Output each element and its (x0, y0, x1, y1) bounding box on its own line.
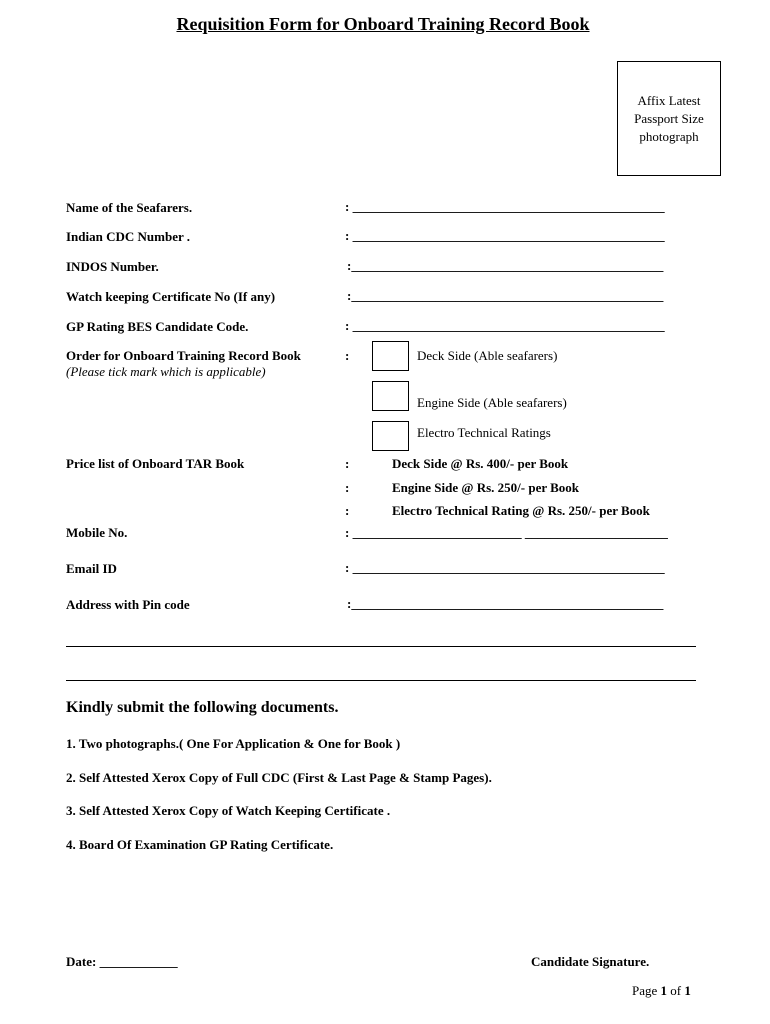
candidate-code-field[interactable] (345, 318, 665, 334)
price-list-label: Price list of Onboard TAR Book (66, 456, 245, 471)
document-item-4: 4. Board Of Examination GP Rating Certificate. (66, 837, 334, 852)
field-underline: __________________________ ______________________ (352, 525, 668, 540)
price-colon-3: : (345, 503, 350, 518)
price-deck-side: Deck Side @ Rs. 400/- per Book (392, 456, 569, 471)
field-colon: : (345, 199, 353, 214)
page-number-current: 1 (660, 983, 668, 998)
price-colon-1: : (345, 456, 350, 471)
deck-side-option-label: Deck Side (Able seafarers) (417, 348, 558, 363)
electro-technical-option-label: Electro Technical Ratings (417, 425, 551, 440)
email-field[interactable] (345, 560, 665, 576)
page-number-of: of (667, 983, 685, 998)
field-colon: : (345, 228, 353, 243)
electro-technical-checkbox[interactable] (372, 421, 409, 451)
cdc-number-label: Indian CDC Number . (66, 229, 191, 244)
field-underline: ________________________________________________ (352, 199, 665, 214)
page-number-total: 1 (684, 983, 691, 998)
engine-side-checkbox[interactable] (372, 381, 409, 411)
field-colon: : (345, 560, 353, 575)
price-engine-side: Engine Side @ Rs. 250/- per Book (392, 480, 580, 495)
order-colon: : (345, 348, 350, 363)
order-label: Order for Onboard Training Record Book (66, 348, 301, 363)
photo-box-line-1: Affix Latest (637, 92, 701, 108)
field-underline: ________________________________________________ (351, 288, 664, 303)
field-colon: : (347, 596, 352, 611)
photo-box-line-2: Passport Size (634, 110, 704, 126)
price-electro-technical: Electro Technical Rating @ Rs. 250/- per Book (392, 503, 650, 518)
email-label: Email ID (66, 561, 117, 576)
field-underline: ________________________________________________ (352, 318, 665, 333)
document-item-3: 3. Self Attested Xerox Copy of Watch Keeping Certificate . (66, 803, 391, 818)
watchkeeping-cert-field[interactable] (347, 288, 663, 304)
mobile-label: Mobile No. (66, 525, 128, 540)
address-line-3[interactable] (66, 680, 696, 681)
document-item-2: 2. Self Attested Xerox Copy of Full CDC (First & Last Page & Stamp Pages). (66, 770, 492, 785)
candidate-signature-label: Candidate Signature. (531, 954, 650, 969)
page-title: Requisition Form for Onboard Training Record Book (176, 14, 590, 34)
field-colon: : (345, 318, 353, 333)
field-underline: ________________________________________________ (352, 560, 665, 575)
cdc-number-field[interactable] (345, 228, 665, 244)
field-underline: ________________________________________________ (351, 258, 664, 273)
field-colon: : (345, 525, 353, 540)
address-field[interactable] (347, 596, 663, 612)
address-label: Address with Pin code (66, 597, 190, 612)
photo-placeholder-box (617, 61, 721, 176)
seafarer-name-field[interactable] (345, 199, 665, 215)
document-item-1: 1. Two photographs.( One For Application & One for Book ) (66, 736, 401, 751)
indos-number-field[interactable] (347, 258, 663, 274)
candidate-code-label: GP Rating BES Candidate Code. (66, 319, 249, 334)
photo-box-line-3: photograph (639, 128, 699, 144)
deck-side-checkbox[interactable] (372, 341, 409, 371)
watchkeeping-cert-label: Watch keeping Certificate No (If any) (66, 289, 276, 304)
mobile-field[interactable] (345, 525, 668, 541)
field-colon: : (347, 258, 352, 273)
date-field[interactable]: Date: ____________ (66, 954, 178, 969)
seafarer-name-label: Name of the Seafarers. (66, 200, 193, 215)
price-colon-2: : (345, 480, 350, 495)
page-number (632, 983, 691, 999)
documents-heading: Kindly submit the following documents. (66, 699, 339, 716)
address-line-2[interactable] (66, 646, 696, 647)
engine-side-option-label: Engine Side (Able seafarers) (417, 395, 567, 410)
field-underline: ________________________________________________ (352, 228, 665, 243)
order-note: (Please tick mark which is applicable) (66, 364, 266, 379)
field-underline: ________________________________________________ (351, 596, 664, 611)
indos-number-label: INDOS Number. (66, 259, 159, 274)
page-number-prefix: Page (632, 983, 661, 998)
field-colon: : (347, 288, 352, 303)
